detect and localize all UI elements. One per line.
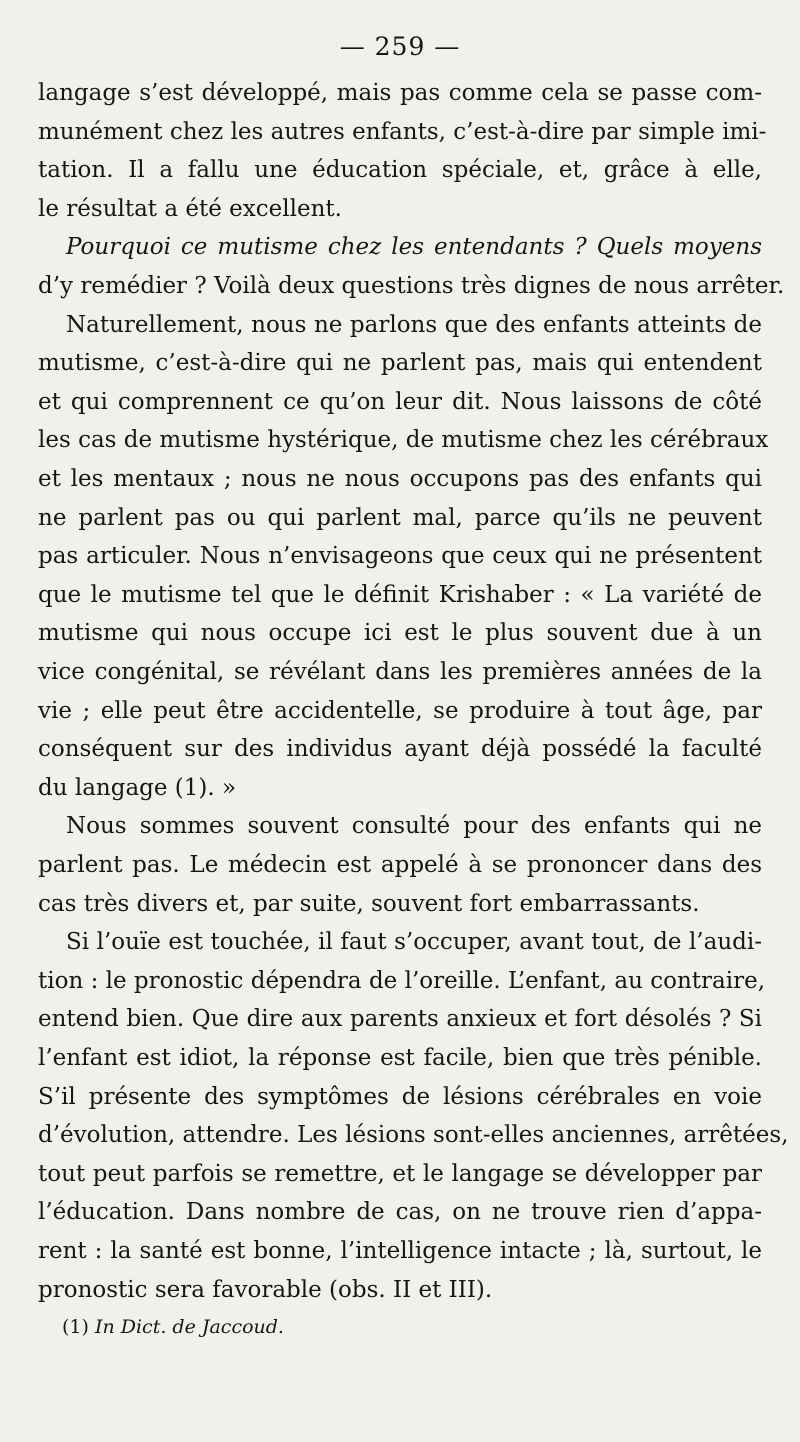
footnote-text: In Dict. de Jaccoud. — [94, 1316, 284, 1338]
text-line: et les mentaux ; nous ne nous occupons pas des enfants qui — [38, 466, 762, 492]
text-line: l’enfant est idiot, la réponse est facile, bien que très pénible. — [38, 1045, 762, 1071]
text-line: d’évolution, attendre. Les lésions sont-elles anciennes, arrêtées, — [38, 1122, 789, 1149]
text-line: conséquent sur des individus ayant déjà possédé la faculté — [38, 736, 762, 763]
text-line: Naturellement, nous ne parlons que des enfants atteints de — [66, 311, 762, 338]
text-line: vice congénital, se révélant dans les premières années de la — [38, 659, 762, 685]
text-line: pronostic sera favorable (obs. II et III). — [38, 1276, 493, 1303]
text-line: munément chez les autres enfants, c’est-à-dire par simple imi- — [38, 118, 767, 145]
text-line: parlent pas. Le médecin est appelé à se prononcer dans des — [38, 852, 762, 878]
text-line: pas articuler. Nous n’envisageons que ceux qui ne présentent — [38, 543, 762, 570]
text-line: que le mutisme tel que le définit Krishaber : « La variété de — [38, 581, 762, 608]
text-line: d’y remédier ? Voilà deux questions très dignes de nous arrêter. — [38, 273, 785, 299]
text-line: l’éducation. Dans nombre de cas, on ne trouve rien d’appa- — [38, 1199, 762, 1226]
text-line: S’il présente des symptômes de lésions cérébrales en voie — [38, 1083, 762, 1110]
text-line: rent : la santé est bonne, l’intelligence intacte ; là, surtout, le — [38, 1238, 762, 1264]
text-line: Nous sommes souvent consulté pour des enfants qui ne — [66, 813, 762, 840]
text-line: mutisme, c’est-à-dire qui ne parlent pas, mais qui entendent — [38, 350, 762, 377]
page-number: — 259 — — [339, 32, 461, 61]
text-line: tation. Il a fallu une éducation spéciale, et, grâce à elle, — [38, 157, 762, 184]
footnote — [62, 1313, 284, 1341]
text-line: entend bien. Que dire aux parents anxieux et fort désolés ? Si — [38, 1006, 762, 1033]
text-line: le résultat a été excellent. — [38, 195, 342, 222]
text-line: du langage (1). » — [38, 774, 237, 801]
text-line: les cas de mutisme hystérique, de mutisme chez les cérébraux — [38, 427, 769, 454]
text-line: mutisme qui nous occupe ici est le plus souvent due à un — [38, 620, 762, 647]
text-line: tout peut parfois se remettre, et le langage se développer par — [38, 1160, 762, 1187]
text-line: Pourquoi ce mutisme chez les entendants ? Quels moyens — [66, 234, 762, 261]
text-line: vie ; elle peut être accidentelle, se produire à tout âge, par — [38, 697, 762, 724]
text-line: tion : le pronostic dépendra de l’oreille. L’enfant, au contraire, — [38, 967, 766, 994]
text-line: cas très divers et, par suite, souvent fort embarrassants. — [38, 890, 700, 917]
footnote-mark: (1) — [62, 1316, 89, 1338]
text-line: langage s’est développé, mais pas comme cela se passe com- — [38, 80, 762, 106]
text-line: Si l’ouïe est touchée, il faut s’occuper, avant tout, de l’audi- — [66, 929, 762, 956]
text-line: et qui comprennent ce qu’on leur dit. Nous laissons de côté — [38, 388, 762, 415]
text-line: ne parlent pas ou qui parlent mal, parce qu’ils ne peuvent — [38, 504, 762, 531]
